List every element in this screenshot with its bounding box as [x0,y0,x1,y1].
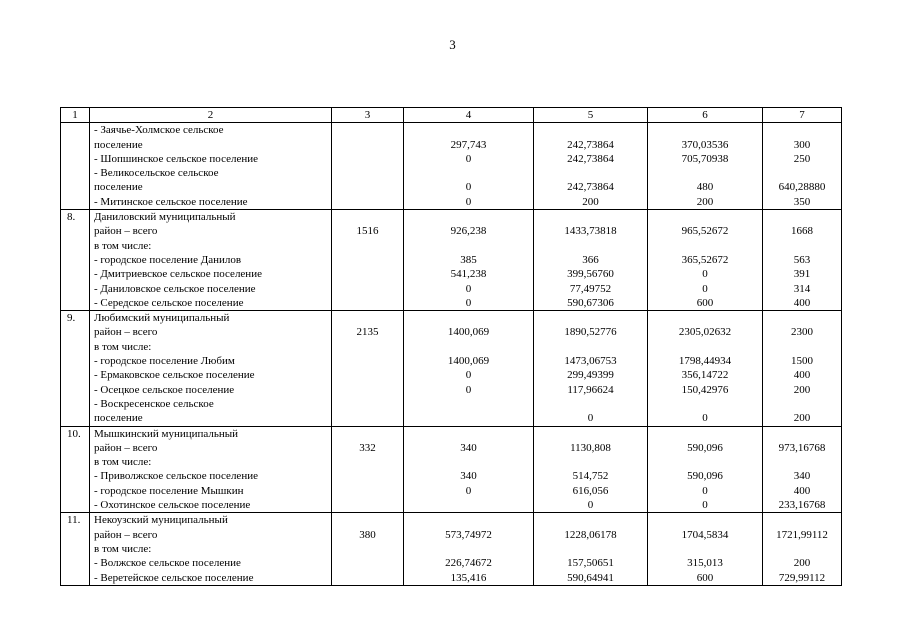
value-line [648,210,762,224]
value-line: 1433,73818 [564,225,617,238]
value-line [332,354,403,368]
district-name-line: - Шопшинское сельское поселение [94,152,259,165]
district-name-line: в том числе: [94,456,152,469]
value-line: 640,28880 [778,181,826,194]
value-line: 514,752 [572,470,609,483]
district-name-line: - Митинское сельское поселение [94,195,248,208]
value-col4-cell [404,123,534,210]
value-line: 563 [793,253,811,266]
district-name-line: - Воскресенское сельское [94,397,214,410]
value-line: 226,74672 [445,557,492,570]
value-line [332,138,403,152]
value-line [534,513,647,527]
value-line: 399,56760 [567,268,614,281]
value-line: 1500 [791,355,813,368]
value-line [404,542,533,556]
value-line: 297,743 [450,138,487,151]
value-line: 0 [702,268,708,281]
value-line [534,340,647,354]
value-line: 365,52672 [681,253,729,266]
value-line [332,383,403,397]
value-line [332,427,403,441]
value-line [332,210,403,224]
district-row [61,426,842,513]
value-line: 0 [465,152,472,165]
value-line [404,397,533,411]
value-line [763,123,841,137]
value-line [332,253,403,267]
value-col4-cell [404,210,534,311]
district-name-cell [90,311,332,426]
code-cell [332,426,404,513]
value-line: 200 [696,195,714,208]
district-name-line: Даниловский муниципальный [94,211,236,224]
district-name-line: - Охотинское сельское поселение [94,499,251,512]
value-line [332,498,403,512]
district-name-line: - городское поселение Любим [94,355,235,368]
value-line: 157,50651 [567,557,614,570]
value-line [404,498,533,512]
value-line: 1668 [791,225,813,238]
value-line: 965,52672 [681,225,729,238]
value-line [648,542,762,556]
value-line: 0 [702,412,708,425]
value-line: 1704,5834 [681,528,729,541]
value-line: 590,096 [687,441,723,454]
value-col4-cell [404,426,534,513]
value-col7-cell [763,311,842,426]
district-name-line: Любимский муниципальный [94,312,230,325]
value-line [404,411,533,425]
value-line [404,340,533,354]
value-line [332,123,403,137]
row-number-cell [61,123,90,210]
row-number-cell: 11. [61,513,90,585]
value-line: 1400,069 [447,326,490,339]
value-line [332,340,403,354]
column-header: 7 [763,108,842,123]
district-row [61,123,842,210]
value-line: 340 [460,441,477,454]
column-header: 4 [404,108,534,123]
district-name-cell [90,513,332,585]
value-line [404,311,533,325]
value-line [332,469,403,483]
value-line: 600 [696,296,714,309]
district-name-cell [90,123,332,210]
row-number-cell: 10. [61,426,90,513]
district-name-line: Некоузский муниципальный [94,514,228,527]
value-line [763,340,841,354]
value-line: 366 [582,253,599,266]
value-line: 0 [465,484,472,497]
column-header: 1 [61,108,90,123]
district-name-line: район – всего [94,528,158,541]
value-line [534,542,647,556]
value-line [332,282,403,296]
value-line: 2300 [791,326,813,339]
district-name-line: - Приволжское сельское поселение [94,470,258,483]
value-line: 0 [702,499,708,512]
code-cell [332,513,404,585]
value-line [648,340,762,354]
value-line [332,180,403,194]
value-line [404,455,533,469]
value-col5-cell [534,311,648,426]
value-line: 600 [696,571,714,584]
value-line: 729,99112 [778,571,826,584]
value-line [648,397,762,411]
value-line: 380 [359,528,376,541]
value-line: 0 [465,383,472,396]
value-line: 117,96624 [567,383,614,396]
value-line: 400 [793,369,811,382]
value-line: 150,42976 [681,383,729,396]
district-name-line: - Дмитриевское сельское поселение [94,268,262,281]
district-name-line: поселение [94,412,143,425]
value-line: 200 [793,557,811,570]
value-line: 300 [793,138,811,151]
value-line [404,513,533,527]
value-line: 1798,44934 [678,355,732,368]
value-line [648,311,762,325]
district-name-line: - городское поселение Мышкин [94,484,244,497]
district-name-line: в том числе: [94,340,152,353]
district-name-line: в том числе: [94,542,152,555]
district-name-line: Мышкинский муниципальный [94,427,239,440]
value-line: 0 [465,195,472,208]
value-line [332,542,403,556]
value-col4-cell [404,311,534,426]
district-name-line: - Середское сельское поселение [94,296,244,309]
value-col6-cell [648,311,763,426]
value-line [332,267,403,281]
value-line [648,166,762,180]
code-cell [332,210,404,311]
value-line: 370,03536 [681,138,729,151]
value-line [332,455,403,469]
value-col6-cell [648,123,763,210]
value-line [332,368,403,382]
value-line: 1400,069 [447,355,490,368]
value-line: 0 [465,181,472,194]
district-name-line: поселение [94,181,143,194]
value-line: 1516 [356,225,379,238]
value-line: 0 [702,484,708,497]
value-line: 315,013 [687,557,723,570]
value-line: 1890,52776 [564,326,617,339]
district-name-line: - Ермаковское сельское поселение [94,369,255,382]
value-line [648,239,762,253]
value-line [763,210,841,224]
district-name-line: район – всего [94,326,158,339]
district-name-line: - Осецкое сельское поселение [94,383,235,396]
district-name-line: - Заячье-Холмское сельское [94,124,224,137]
value-line [404,123,533,137]
district-name-line: поселение [94,138,143,151]
value-line [332,152,403,166]
value-line: 400 [793,484,811,497]
value-line: 0 [465,296,472,309]
value-line: 242,73864 [567,138,614,151]
value-line [332,513,403,527]
value-line [534,210,647,224]
value-line: 973,16768 [778,441,826,454]
page-number: 3 [449,37,456,52]
value-col5-cell [534,210,648,311]
district-name-line: - городское поселение Данилов [94,253,242,266]
value-line: 1228,06178 [564,528,617,541]
value-col6-cell [648,210,763,311]
value-line: 356,14722 [681,369,729,382]
value-line: 926,238 [450,225,487,238]
value-line: 233,16768 [778,499,826,512]
value-line: 332 [359,441,376,454]
value-line [763,513,841,527]
value-line: 314 [793,282,811,295]
value-line [332,484,403,498]
value-line: 590,64941 [567,571,614,584]
value-line [404,210,533,224]
district-name-line: в том числе: [94,239,152,252]
value-line: 590,67306 [567,296,614,309]
district-name-line: район – всего [94,441,158,454]
district-name-line: - Великосельское сельское [94,167,219,180]
value-col7-cell [763,513,842,585]
value-line: 299,49399 [567,369,614,382]
value-line: 1130,808 [570,441,611,454]
value-col5-cell [534,123,648,210]
value-line: 2135 [356,326,379,339]
value-line [763,166,841,180]
value-line [763,542,841,556]
value-line [534,427,647,441]
value-line: 242,73864 [567,181,614,194]
value-line [534,397,647,411]
value-line: 0 [702,282,708,295]
value-line [534,123,647,137]
value-line: 200 [793,412,811,425]
value-line [332,411,403,425]
row-number-cell: 9. [61,311,90,426]
value-line: 0 [587,499,594,512]
value-line [332,239,403,253]
column-header: 5 [534,108,648,123]
value-col7-cell [763,210,842,311]
district-name-line: - Даниловское сельское поселение [94,282,256,295]
value-col4-cell [404,513,534,585]
value-line: 1473,06753 [564,355,617,368]
value-line [648,123,762,137]
district-row [61,513,842,585]
value-line: 242,73864 [567,152,614,165]
value-line: 350 [793,195,811,208]
value-col5-cell [534,426,648,513]
value-line [332,556,403,570]
value-col7-cell [763,123,842,210]
value-line [648,455,762,469]
value-line: 2305,02632 [678,326,732,339]
value-line: 541,238 [450,268,487,281]
value-line: 0 [465,282,472,295]
value-line [763,239,841,253]
value-col5-cell [534,513,648,585]
district-name-cell [90,426,332,513]
code-cell [332,311,404,426]
value-line [332,296,403,310]
value-col6-cell [648,426,763,513]
value-line [534,311,647,325]
value-line [404,239,533,253]
value-line [763,397,841,411]
value-line: 340 [793,470,811,483]
value-line [332,397,403,411]
column-header: 6 [648,108,763,123]
value-line [534,239,647,253]
value-line: 0 [587,412,594,425]
district-name-cell [90,210,332,311]
district-name-line: район – всего [94,225,158,238]
value-line: 705,70938 [681,152,729,165]
value-line: 400 [793,296,811,309]
value-line: 250 [793,152,811,165]
value-line: 385 [460,253,477,266]
value-line: 616,056 [572,484,609,497]
value-line: 200 [582,195,599,208]
value-line [648,513,762,527]
value-line: 1721,99112 [776,528,828,541]
row-number-cell: 8. [61,210,90,311]
code-cell [332,123,404,210]
value-line: 135,416 [450,571,487,584]
municipal-funding-table [60,107,842,586]
district-row [61,311,842,426]
value-line: 200 [793,383,811,396]
value-line [648,427,762,441]
value-line: 391 [793,268,811,281]
value-line [534,166,647,180]
district-name-line: - Веретейское сельское поселение [94,571,254,584]
value-line [332,311,403,325]
value-line: 77,49752 [569,282,612,295]
column-header: 3 [332,108,404,123]
value-line: 0 [465,369,472,382]
value-line [763,427,841,441]
value-line [763,311,841,325]
district-name-line: - Волжское сельское поселение [94,557,241,570]
value-line [332,195,403,209]
value-line [534,455,647,469]
value-line: 590,096 [687,470,723,483]
value-line: 573,74972 [445,528,492,541]
value-line: 480 [696,181,714,194]
value-line: 340 [460,470,477,483]
column-number-header-row [61,108,842,123]
column-header: 2 [90,108,332,123]
district-row [61,210,842,311]
value-col7-cell [763,426,842,513]
value-col6-cell [648,513,763,585]
value-line [404,427,533,441]
value-line [763,455,841,469]
value-line [332,166,403,180]
value-line [404,166,533,180]
value-line [332,571,403,585]
